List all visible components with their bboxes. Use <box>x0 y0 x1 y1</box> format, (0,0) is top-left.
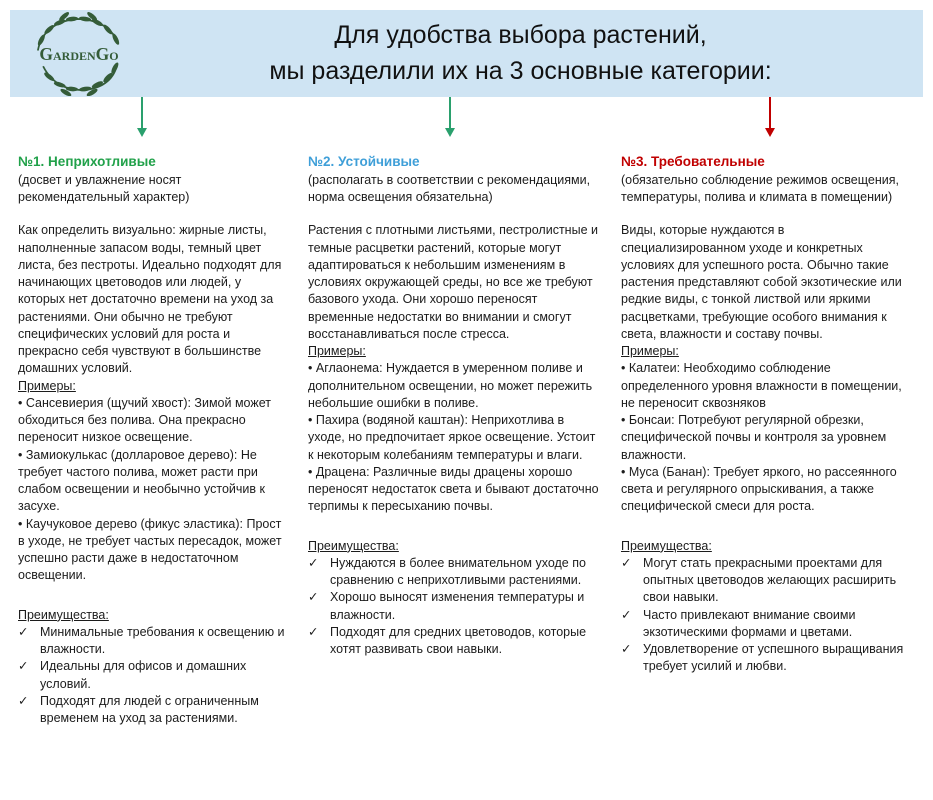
page-title-line2: мы разделили их на 3 основные категории: <box>269 56 772 85</box>
check-icon: ✓ <box>308 624 319 639</box>
example-item: • Бонсаи: Потребуют регулярной обрезки, специфической почвы и контроля за уровнем влажности. <box>621 413 887 462</box>
category-description: Растения с плотными листьями, пестролистные и темные расцветки растений, которые могут адаптироваться к небольшим изменениям в условиях окружающей среды, но все же требуют базового ухода. Они хорошо переносят временные недостатки во внимании и смогут восстанавливаться после стресса. <box>308 223 598 341</box>
example-item: • Аглаонема: Нуждается в умеренном поливе и дополнительном освещении, но может пережить небольшие ошибки в поливе. <box>308 361 593 410</box>
check-icon: ✓ <box>308 590 319 605</box>
bullet-icon: • <box>18 395 23 410</box>
page-title-line1: Для удобства выбора растений, <box>334 21 707 49</box>
category-subtitle: (обязательно соблюдение режимов освещения, температуры, полива и климата в помещении) <box>621 172 899 205</box>
examples-label: Примеры: <box>18 378 76 393</box>
advantage-item: ✓ Минимальные требования к освещению и влажности. <box>18 624 290 659</box>
bullet-icon: • <box>308 361 313 376</box>
category-column-unpretentious <box>18 153 290 727</box>
bullet-icon: • <box>18 447 23 462</box>
bullet-icon: • <box>308 413 313 428</box>
header-band <box>10 10 923 97</box>
examples-label: Примеры: <box>308 344 366 359</box>
check-icon: ✓ <box>18 624 29 639</box>
category-column-demanding <box>621 153 908 727</box>
check-icon: ✓ <box>621 642 632 657</box>
example-item: • Драцена: Различные виды драцены хорошо переносят недостаток света и бывают достаточно терпимы к пересыханию почвы. <box>308 464 599 514</box>
advantage-item: ✓ Идеальны для офисов и домашних условий. <box>18 658 290 693</box>
advantage-item: ✓ Подходят для средних цветоводов, которые хотят развивать свои навыки. <box>308 624 603 659</box>
example-item: • Калатеи: Необходимо соблюдение определенного уровня влажности в помещении, не переносит сквозняков <box>621 361 902 410</box>
down-arrow-icon-category-3 <box>764 97 776 137</box>
bullet-icon: • <box>308 464 313 479</box>
page-title <box>148 18 923 89</box>
example-item: • Замиокулькас (долларовое дерево): Не требует частого полива, может расти при слабом освещении и необычно устойчив к засухе. <box>18 447 265 514</box>
example-item: • Муса (Банан): Требует яркого, но рассеянного света и регулярного опрыскивания, а также специфической смеси для роста. <box>621 464 897 514</box>
check-icon: ✓ <box>18 693 29 708</box>
advantage-item: ✓ Хорошо выносят изменения температуры и влажности. <box>308 589 603 624</box>
check-icon: ✓ <box>621 607 632 622</box>
advantage-item: ✓ Часто привлекают внимание своими экзотическими формами и цветами. <box>621 607 908 642</box>
bullet-icon: • <box>621 464 626 479</box>
advantage-item: ✓ Нуждаются в более внимательном уходе по сравнению с неприхотливыми растениями. <box>308 555 603 590</box>
example-item: • Пахира (водяной каштан): Неприхотлива в уходе, но предпочитает яркое освещение. Устоит к некоторым колебаниям температуры и влаги. <box>308 413 596 462</box>
check-icon: ✓ <box>621 555 632 570</box>
advantage-item: ✓ Могут стать прекрасными проектами для опытных цветоводов желающих расширить свои навыки. <box>621 555 908 607</box>
gardengo-logo <box>10 10 148 97</box>
category-title: №3. Требовательные <box>621 154 765 169</box>
examples-label: Примеры: <box>621 344 679 359</box>
category-description: Виды, которые нуждаются в специализированном уходе и конкретных условиях для успешного роста. Обычно такие растения представляют собой экзотические или редкие виды, с тонкой листвой или яркими расцветками, требующие особого внимания к света, влажности и составу почвы. <box>621 223 902 341</box>
category-title: №1. Неприхотливые <box>18 154 156 169</box>
advantage-item: ✓ Удовлетворение от успешного выращивания требует усилий и любви. <box>621 641 908 676</box>
category-column-resilient <box>308 153 603 727</box>
category-description: Как определить визуально: жирные листы, наполненные запасом воды, темный цвет листа, без пестроты. Идеально подходят для начинающих цветоводов или людей, у которых нет достаточно времени на уход за растениями. Они обычно не требуют специфических условий для роста и прекрасно себя чувствуют в большинстве домашних условий. <box>18 223 282 376</box>
check-icon: ✓ <box>308 555 319 570</box>
down-arrow-icon-category-1 <box>136 97 148 137</box>
example-item: • Сансевиерия (щучий хвост): Зимой может обходиться без полива. Она прекрасно переносит низкое освещение. <box>18 395 271 445</box>
category-subtitle: (досвет и увлажнение носят рекомендательный характер) <box>18 172 190 205</box>
example-item: • Каучуковое дерево (фикус эластика): Прост в уходе, не требует частых пересадок, может успешно расти даже в недостаточном освещении. <box>18 516 282 583</box>
category-title: №2. Устойчивые <box>308 154 420 169</box>
advantages-label: Преимущества: <box>621 538 712 553</box>
bullet-icon: • <box>18 516 23 531</box>
advantages-label: Преимущества: <box>308 538 399 553</box>
check-icon: ✓ <box>18 659 29 674</box>
category-subtitle: (располагать в соответствии с рекомендациями, норма освещения обязательна) <box>308 172 591 205</box>
bullet-icon: • <box>621 413 626 428</box>
down-arrow-icon-category-2 <box>444 97 456 137</box>
bullet-icon: • <box>621 361 626 376</box>
categories-grid <box>18 153 908 727</box>
advantage-item: ✓ Подходят для людей с ограниченным временем на уход за растениями. <box>18 693 290 728</box>
logo-wordmark: GardenGo <box>39 43 119 64</box>
laurel-wreath-icon <box>20 12 138 96</box>
advantages-label: Преимущества: <box>18 607 109 622</box>
